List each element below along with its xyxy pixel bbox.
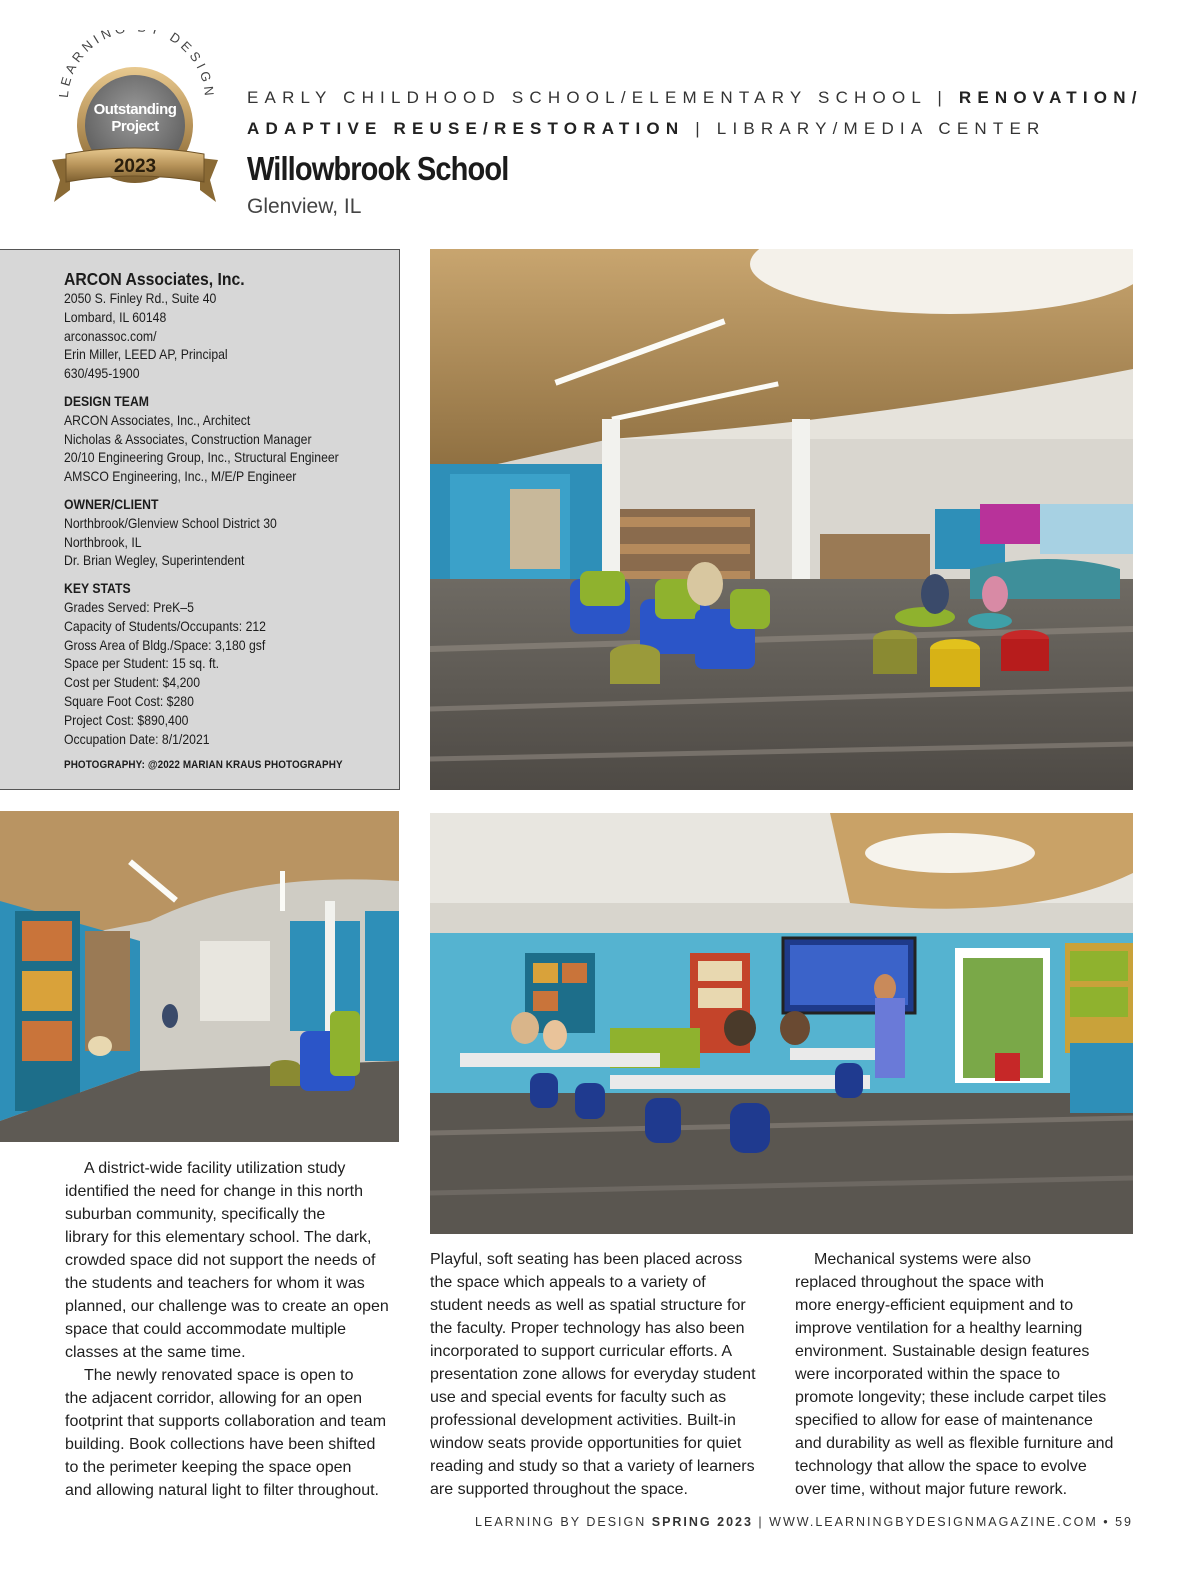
footer-magazine: LEARNING BY DESIGN — [475, 1515, 652, 1529]
text-line: identified the need for change in this north — [65, 1183, 363, 1200]
text-line: The newly renovated space is open to — [84, 1367, 354, 1384]
design-team-item: AMSCO Engineering, Inc., M/E/P Engineer — [64, 469, 297, 485]
text-line: promote longevity; these include carpet tiles — [795, 1389, 1107, 1406]
firm-line: Lombard, IL 60148 — [64, 309, 167, 325]
library-wide-photo — [430, 249, 1133, 790]
text-line: the students and teachers for whom it was — [65, 1275, 365, 1292]
text-line: planned, our challenge was to create an open — [65, 1298, 389, 1315]
key-stats-heading: KEY STATS — [64, 581, 131, 597]
text-line: window seats provide opportunities for quiet — [430, 1435, 742, 1452]
text-line: crowded space did not support the needs of — [65, 1252, 376, 1269]
text-line: space that could accommodate multiple — [65, 1321, 347, 1338]
stat-item: Gross Area of Bldg./Space: 3,180 gsf — [64, 637, 266, 653]
photo-credit: PHOTOGRAPHY: @2022 MARIAN KRAUS PHOTOGRAPHY — [64, 759, 343, 772]
category-bold-2: ADAPTIVE REUSE/RESTORATION — [247, 119, 685, 138]
firm-phone: 630/495-1900 — [64, 366, 140, 382]
firm-website: arconassoc.com/ — [64, 328, 157, 344]
owner-item: Dr. Brian Wegley, Superintendent — [64, 553, 245, 569]
text-line: footprint that supports collaboration and team — [65, 1413, 387, 1430]
owner-item: Northbrook, IL — [64, 534, 142, 550]
firm-line: Erin Miller, LEED AP, Principal — [64, 347, 228, 363]
stat-item: Square Foot Cost: $280 — [64, 693, 194, 709]
text-line: specified to allow for ease of maintenance — [795, 1412, 1093, 1429]
text-line: student needs as well as spatial structure for — [430, 1297, 746, 1314]
article-column-1 — [65, 1157, 410, 1502]
text-line: classes at the same time. — [65, 1344, 246, 1361]
presentation-zone-photo — [430, 813, 1133, 1234]
stat-item: Space per Student: 15 sq. ft. — [64, 656, 220, 672]
category-line-2 — [247, 119, 1045, 139]
text-line: were incorporated within the space to — [795, 1366, 1061, 1383]
text-line: incorporated to support curricular efforts. A — [430, 1343, 733, 1360]
category-normal-1: EARLY CHILDHOOD SCHOOL/ELEMENTARY SCHOOL | — [247, 88, 959, 107]
text-line: A district-wide facility utilization study — [84, 1160, 346, 1177]
badge-arc-text: LEARNIN DESIGN — [55, 30, 218, 101]
article-column-3 — [795, 1248, 1140, 1501]
text-line: the space which appeals to a variety of — [430, 1274, 706, 1291]
badge-label-line1: Outstanding — [93, 101, 177, 118]
text-line: the faculty. Proper technology has also been — [430, 1320, 745, 1337]
text-line: building. Book collections have been shifted — [65, 1436, 376, 1453]
text-line: environment. Sustainable design features — [795, 1343, 1090, 1360]
page-footer — [475, 1515, 1133, 1529]
text-line: over time, without major future rework. — [795, 1481, 1068, 1498]
design-team-item: Nicholas & Associates, Construction Manager — [64, 431, 312, 447]
firm-name: ARCON Associates, Inc. — [64, 269, 245, 289]
text-line: the adjacent corridor, allowing for an open — [65, 1390, 363, 1407]
outstanding-project-badge — [40, 30, 230, 210]
footer-bullet: • — [1097, 1515, 1116, 1529]
text-line: improve ventilation for a healthy learning — [795, 1320, 1083, 1337]
stat-item: Cost per Student: $4,200 — [64, 675, 201, 691]
text-line: and allowing natural light to filter throughout. — [65, 1482, 379, 1499]
category-bold-1: RENOVATION/ — [958, 88, 1143, 107]
text-line: to the perimeter keeping the space open — [65, 1459, 352, 1476]
page-number: 59 — [1115, 1515, 1133, 1529]
owner-item: Northbrook/Glenview School District 30 — [64, 515, 277, 531]
text-line: Playful, soft seating has been placed across — [430, 1251, 743, 1268]
text-line: use and special events for faculty such as — [430, 1389, 727, 1406]
text-line: technology that allow the space to evolve — [795, 1458, 1087, 1475]
text-line: reading and study so that a variety of learners — [430, 1458, 755, 1475]
text-line: more energy-efficient equipment and to — [795, 1297, 1074, 1314]
footer-separator: | — [752, 1515, 770, 1529]
stat-item: Grades Served: PreK–5 — [64, 599, 194, 615]
stat-item: Project Cost: $890,400 — [64, 712, 189, 728]
category-line-1 — [247, 88, 1143, 108]
article-column-2 — [430, 1248, 775, 1501]
firm-line: 2050 S. Finley Rd., Suite 40 — [64, 291, 217, 306]
text-line: and durability as well as flexible furniture and — [795, 1435, 1114, 1452]
stat-item: Capacity of Students/Occupants: 212 — [64, 618, 266, 634]
project-location: Glenview, IL — [247, 195, 362, 218]
text-line: replaced throughout the space with — [795, 1274, 1045, 1291]
design-team-item: ARCON Associates, Inc., Architect — [64, 412, 251, 428]
text-line: Mechanical systems were also — [814, 1251, 1031, 1268]
text-line: suburban community, specifically the — [65, 1206, 326, 1223]
stat-item: Occupation Date: 8/1/2021 — [64, 731, 210, 747]
text-line: are supported throughout the space. — [430, 1481, 688, 1498]
design-team-heading: DESIGN TEAM — [64, 393, 149, 409]
badge-year: 2023 — [113, 156, 157, 177]
category-normal-2: | LIBRARY/MEDIA CENTER — [684, 119, 1046, 138]
text-line: presentation zone allows for everyday student — [430, 1366, 756, 1383]
project-title: Willowbrook School — [247, 150, 509, 187]
badge-label-line2: Project — [111, 118, 159, 135]
footer-issue: SPRING 2023 — [651, 1515, 753, 1529]
design-team-item: 20/10 Engineering Group, Inc., Structural Engineer — [64, 450, 339, 466]
footer-website: WWW.LEARNINGBYDESIGNMAGAZINE.COM — [769, 1515, 1098, 1529]
text-line: library for this elementary school. The dark, — [65, 1229, 372, 1246]
owner-heading: OWNER/CLIENT — [64, 496, 159, 512]
text-line: professional development activities. Built-in — [430, 1412, 736, 1429]
corridor-photo — [0, 811, 399, 1142]
project-info-text — [64, 268, 361, 775]
